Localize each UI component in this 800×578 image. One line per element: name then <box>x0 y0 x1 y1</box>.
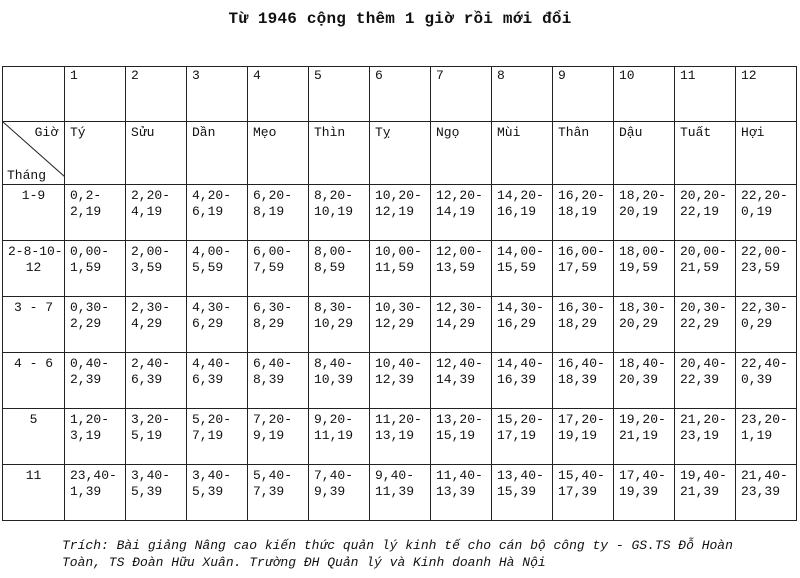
hour-name-cell: Dần <box>187 122 248 185</box>
range-start: 22,40- <box>741 356 788 371</box>
month-label-line: 3 - 7 <box>13 300 53 315</box>
time-range-cell <box>736 241 797 297</box>
time-range-cell <box>65 465 126 521</box>
range-end: 17,39 <box>558 484 598 499</box>
range-start: 0,00- <box>70 244 110 259</box>
range-end: 19,19 <box>558 428 598 443</box>
time-range-cell <box>492 409 553 465</box>
range-end: 16,29 <box>497 316 537 331</box>
time-range-cell <box>248 465 309 521</box>
time-range-cell <box>492 297 553 353</box>
range-start: 8,40- <box>314 356 354 371</box>
time-range-cell <box>736 185 797 241</box>
range-start: 23,40- <box>70 468 117 483</box>
time-range-cell <box>553 409 614 465</box>
range-end: 5,39 <box>131 484 163 499</box>
time-range-cell <box>431 409 492 465</box>
range-end: 11,19 <box>314 428 354 443</box>
range-start: 6,30- <box>253 300 293 315</box>
time-range-cell <box>248 353 309 409</box>
time-range-cell <box>614 297 675 353</box>
time-range-cell <box>187 185 248 241</box>
range-start: 2,40- <box>131 356 171 371</box>
range-end: 6,39 <box>131 372 163 387</box>
time-range-cell <box>431 241 492 297</box>
hour-name-cell: Ngọ <box>431 122 492 185</box>
time-range-cell <box>492 185 553 241</box>
range-end: 13,39 <box>436 484 476 499</box>
range-end: 5,19 <box>131 428 163 443</box>
range-end: 15,39 <box>497 484 537 499</box>
hour-name-cell: Thìn <box>309 122 370 185</box>
range-end: 3,59 <box>131 260 163 275</box>
time-range-cell <box>492 241 553 297</box>
time-range-cell <box>126 409 187 465</box>
range-start: 12,00- <box>436 244 483 259</box>
range-end: 6,29 <box>192 316 224 331</box>
range-end: 15,59 <box>497 260 537 275</box>
range-end: 13,19 <box>375 428 415 443</box>
range-start: 3,40- <box>192 468 232 483</box>
time-range-cell <box>248 297 309 353</box>
time-range-cell <box>65 185 126 241</box>
range-end: 18,39 <box>558 372 598 387</box>
time-range-cell <box>309 297 370 353</box>
month-cell <box>3 353 65 409</box>
range-start: 17,20- <box>558 412 605 427</box>
time-range-cell <box>370 297 431 353</box>
range-end: 16,39 <box>497 372 537 387</box>
range-start: 12,40- <box>436 356 483 371</box>
range-end: 1,59 <box>70 260 102 275</box>
range-start: 6,40- <box>253 356 293 371</box>
time-range-cell <box>248 241 309 297</box>
range-end: 9,39 <box>314 484 346 499</box>
column-number-cell: 12 <box>736 67 797 122</box>
time-range-cell <box>126 353 187 409</box>
range-start: 21,40- <box>741 468 788 483</box>
range-end: 12,19 <box>375 204 415 219</box>
range-start: 11,20- <box>375 412 422 427</box>
range-end: 22,39 <box>680 372 720 387</box>
range-start: 7,20- <box>253 412 293 427</box>
blank-corner-cell <box>3 67 65 122</box>
range-end: 0,39 <box>741 372 773 387</box>
range-start: 12,30- <box>436 300 483 315</box>
range-end: 10,39 <box>314 372 354 387</box>
month-row <box>3 185 797 241</box>
time-range-cell <box>65 241 126 297</box>
range-end: 8,29 <box>253 316 285 331</box>
range-end: 12,29 <box>375 316 415 331</box>
time-range-cell <box>65 353 126 409</box>
hour-name-cell: Dậu <box>614 122 675 185</box>
month-row <box>3 353 797 409</box>
range-start: 8,30- <box>314 300 354 315</box>
range-start: 11,40- <box>436 468 483 483</box>
time-range-cell <box>370 185 431 241</box>
range-end: 11,59 <box>375 260 415 275</box>
range-start: 0,2- <box>70 188 102 203</box>
range-end: 1,19 <box>741 428 773 443</box>
range-end: 14,39 <box>436 372 476 387</box>
column-number-cell: 10 <box>614 67 675 122</box>
time-range-cell <box>614 185 675 241</box>
column-number-cell: 8 <box>492 67 553 122</box>
month-row <box>3 297 797 353</box>
range-start: 4,00- <box>192 244 232 259</box>
range-start: 9,20- <box>314 412 354 427</box>
range-end: 4,29 <box>131 316 163 331</box>
hour-name-cell: Hợi <box>736 122 797 185</box>
range-end: 8,59 <box>314 260 346 275</box>
range-start: 16,30- <box>558 300 605 315</box>
range-start: 8,00- <box>314 244 354 259</box>
range-start: 2,00- <box>131 244 171 259</box>
range-end: 4,19 <box>131 204 163 219</box>
time-range-cell <box>370 353 431 409</box>
hour-name-cell: Mẹo <box>248 122 309 185</box>
time-range-cell <box>309 185 370 241</box>
range-start: 6,20- <box>253 188 293 203</box>
range-start: 2,30- <box>131 300 171 315</box>
time-range-cell <box>126 241 187 297</box>
time-range-cell <box>675 409 736 465</box>
time-range-cell <box>614 465 675 521</box>
range-start: 15,40- <box>558 468 605 483</box>
hour-name-cell: Sửu <box>126 122 187 185</box>
range-start: 10,40- <box>375 356 422 371</box>
range-start: 4,40- <box>192 356 232 371</box>
time-range-cell <box>675 297 736 353</box>
range-start: 16,20- <box>558 188 605 203</box>
time-range-cell <box>675 185 736 241</box>
time-range-cell <box>553 465 614 521</box>
column-number-cell: 4 <box>248 67 309 122</box>
month-label-line: 2-8-10- <box>8 244 63 259</box>
time-range-cell <box>736 465 797 521</box>
range-end: 2,19 <box>70 204 102 219</box>
document-title: Từ 1946 cộng thêm 1 giờ rồi mới đổi <box>228 10 572 28</box>
range-start: 20,00- <box>680 244 727 259</box>
range-end: 2,29 <box>70 316 102 331</box>
range-end: 23,39 <box>741 484 781 499</box>
time-range-cell <box>126 185 187 241</box>
time-range-cell <box>187 297 248 353</box>
column-number-cell: 3 <box>187 67 248 122</box>
range-start: 20,30- <box>680 300 727 315</box>
range-end: 22,29 <box>680 316 720 331</box>
range-start: 6,00- <box>253 244 293 259</box>
month-cell <box>3 297 65 353</box>
time-range-cell <box>309 241 370 297</box>
time-range-cell <box>187 409 248 465</box>
time-range-cell <box>492 353 553 409</box>
range-end: 20,29 <box>619 316 659 331</box>
time-range-cell <box>675 465 736 521</box>
range-start: 18,20- <box>619 188 666 203</box>
hour-conversion-table <box>2 66 797 521</box>
range-end: 13,59 <box>436 260 476 275</box>
range-start: 15,20- <box>497 412 544 427</box>
range-end: 0,19 <box>741 204 773 219</box>
range-start: 0,40- <box>70 356 110 371</box>
range-start: 16,00- <box>558 244 605 259</box>
range-start: 19,40- <box>680 468 727 483</box>
range-start: 18,30- <box>619 300 666 315</box>
time-range-cell <box>309 409 370 465</box>
corner-header-cell <box>3 122 65 185</box>
month-label-line: 12 <box>25 260 42 275</box>
range-start: 18,00- <box>619 244 666 259</box>
range-end: 23,19 <box>680 428 720 443</box>
time-range-cell <box>736 409 797 465</box>
time-range-cell <box>370 241 431 297</box>
time-range-cell <box>309 465 370 521</box>
range-end: 9,19 <box>253 428 285 443</box>
range-start: 22,20- <box>741 188 788 203</box>
range-end: 5,39 <box>192 484 224 499</box>
hour-name-cell: Mùi <box>492 122 553 185</box>
time-range-cell <box>126 297 187 353</box>
range-end: 7,59 <box>253 260 285 275</box>
range-end: 8,19 <box>253 204 285 219</box>
time-range-cell <box>431 465 492 521</box>
time-range-cell <box>126 465 187 521</box>
range-end: 18,19 <box>558 204 598 219</box>
range-end: 18,29 <box>558 316 598 331</box>
range-end: 15,19 <box>436 428 476 443</box>
range-start: 10,00- <box>375 244 422 259</box>
range-start: 21,20- <box>680 412 727 427</box>
range-end: 17,59 <box>558 260 598 275</box>
range-start: 9,40- <box>375 468 415 483</box>
month-cell <box>3 185 65 241</box>
month-cell <box>3 241 65 297</box>
range-end: 10,29 <box>314 316 354 331</box>
range-start: 0,30- <box>70 300 110 315</box>
range-start: 4,30- <box>192 300 232 315</box>
range-end: 11,39 <box>375 484 415 499</box>
time-range-cell <box>553 185 614 241</box>
time-range-cell <box>492 465 553 521</box>
column-number-row <box>3 67 797 122</box>
corner-month-label: Tháng <box>7 168 47 183</box>
range-end: 6,19 <box>192 204 224 219</box>
range-start: 14,30- <box>497 300 544 315</box>
range-start: 20,40- <box>680 356 727 371</box>
column-number-cell: 6 <box>370 67 431 122</box>
range-end: 19,59 <box>619 260 659 275</box>
range-end: 19,39 <box>619 484 659 499</box>
time-range-cell <box>675 241 736 297</box>
range-start: 5,20- <box>192 412 232 427</box>
column-number-cell: 9 <box>553 67 614 122</box>
range-end: 14,29 <box>436 316 476 331</box>
citation-line-1: Trích: Bài giảng Nâng cao kiến thức quản lý kinh tế cho cán bộ công ty - GS.TS Đỗ Hoàn <box>62 538 733 553</box>
corner-hour-label: Giờ <box>34 125 58 140</box>
time-range-cell <box>675 353 736 409</box>
range-start: 4,20- <box>192 188 232 203</box>
range-start: 1,20- <box>70 412 110 427</box>
time-range-cell <box>553 297 614 353</box>
range-end: 16,19 <box>497 204 537 219</box>
range-end: 17,19 <box>497 428 537 443</box>
time-range-cell <box>553 241 614 297</box>
time-range-cell <box>553 353 614 409</box>
range-start: 2,20- <box>131 188 171 203</box>
time-range-cell <box>65 297 126 353</box>
time-range-cell <box>614 241 675 297</box>
range-start: 14,20- <box>497 188 544 203</box>
range-end: 20,19 <box>619 204 659 219</box>
hour-name-cell: Tỵ <box>370 122 431 185</box>
range-end: 21,59 <box>680 260 720 275</box>
range-start: 22,30- <box>741 300 788 315</box>
range-end: 12,39 <box>375 372 415 387</box>
range-end: 21,39 <box>680 484 720 499</box>
range-end: 0,29 <box>741 316 773 331</box>
range-start: 23,20- <box>741 412 788 427</box>
time-range-cell <box>248 409 309 465</box>
column-number-cell: 5 <box>309 67 370 122</box>
month-row <box>3 409 797 465</box>
month-label-line: 5 <box>29 412 38 427</box>
range-start: 13,20- <box>436 412 483 427</box>
range-end: 8,39 <box>253 372 285 387</box>
hour-name-cell: Tuất <box>675 122 736 185</box>
source-citation <box>62 537 797 571</box>
month-label-line: 1-9 <box>21 188 46 203</box>
month-label-line: 4 - 6 <box>13 356 53 371</box>
citation-line-2: Toàn, TS Đoàn Hữu Xuân. Trường ĐH Quản lý và Kinh doanh Hà Nội <box>62 555 546 570</box>
hour-name-cell: Tý <box>65 122 126 185</box>
range-start: 13,40- <box>497 468 544 483</box>
range-start: 8,20- <box>314 188 354 203</box>
range-end: 7,19 <box>192 428 224 443</box>
column-number-cell: 1 <box>65 67 126 122</box>
time-range-cell <box>187 465 248 521</box>
range-start: 22,00- <box>741 244 788 259</box>
range-start: 14,00- <box>497 244 544 259</box>
range-start: 10,20- <box>375 188 422 203</box>
range-start: 12,20- <box>436 188 483 203</box>
range-end: 14,19 <box>436 204 476 219</box>
range-start: 7,40- <box>314 468 354 483</box>
month-cell <box>3 409 65 465</box>
time-range-cell <box>736 353 797 409</box>
time-range-cell <box>736 297 797 353</box>
hour-name-row <box>3 122 797 185</box>
column-number-cell: 11 <box>675 67 736 122</box>
time-range-cell <box>614 353 675 409</box>
range-start: 10,30- <box>375 300 422 315</box>
time-range-cell <box>309 353 370 409</box>
range-end: 10,19 <box>314 204 354 219</box>
range-start: 14,40- <box>497 356 544 371</box>
range-start: 5,40- <box>253 468 293 483</box>
range-start: 3,20- <box>131 412 171 427</box>
range-end: 23,59 <box>741 260 781 275</box>
range-end: 5,59 <box>192 260 224 275</box>
time-range-cell <box>431 297 492 353</box>
column-number-cell: 7 <box>431 67 492 122</box>
month-row <box>3 241 797 297</box>
range-end: 7,39 <box>253 484 285 499</box>
time-range-cell <box>370 465 431 521</box>
time-range-cell <box>614 409 675 465</box>
range-start: 19,20- <box>619 412 666 427</box>
time-range-cell <box>65 409 126 465</box>
time-range-cell <box>431 185 492 241</box>
month-label-line: 11 <box>25 468 42 483</box>
range-end: 6,39 <box>192 372 224 387</box>
range-end: 2,39 <box>70 372 102 387</box>
range-start: 18,40- <box>619 356 666 371</box>
range-start: 20,20- <box>680 188 727 203</box>
time-range-cell <box>187 353 248 409</box>
range-end: 20,39 <box>619 372 659 387</box>
range-end: 1,39 <box>70 484 102 499</box>
hour-name-cell: Thân <box>553 122 614 185</box>
column-number-cell: 2 <box>126 67 187 122</box>
time-range-cell <box>431 353 492 409</box>
range-end: 21,19 <box>619 428 659 443</box>
time-range-cell <box>248 185 309 241</box>
time-range-cell <box>187 241 248 297</box>
range-end: 3,19 <box>70 428 102 443</box>
range-start: 16,40- <box>558 356 605 371</box>
month-cell <box>3 465 65 521</box>
range-end: 22,19 <box>680 204 720 219</box>
month-row <box>3 465 797 521</box>
range-start: 17,40- <box>619 468 666 483</box>
time-range-cell <box>370 409 431 465</box>
range-start: 3,40- <box>131 468 171 483</box>
